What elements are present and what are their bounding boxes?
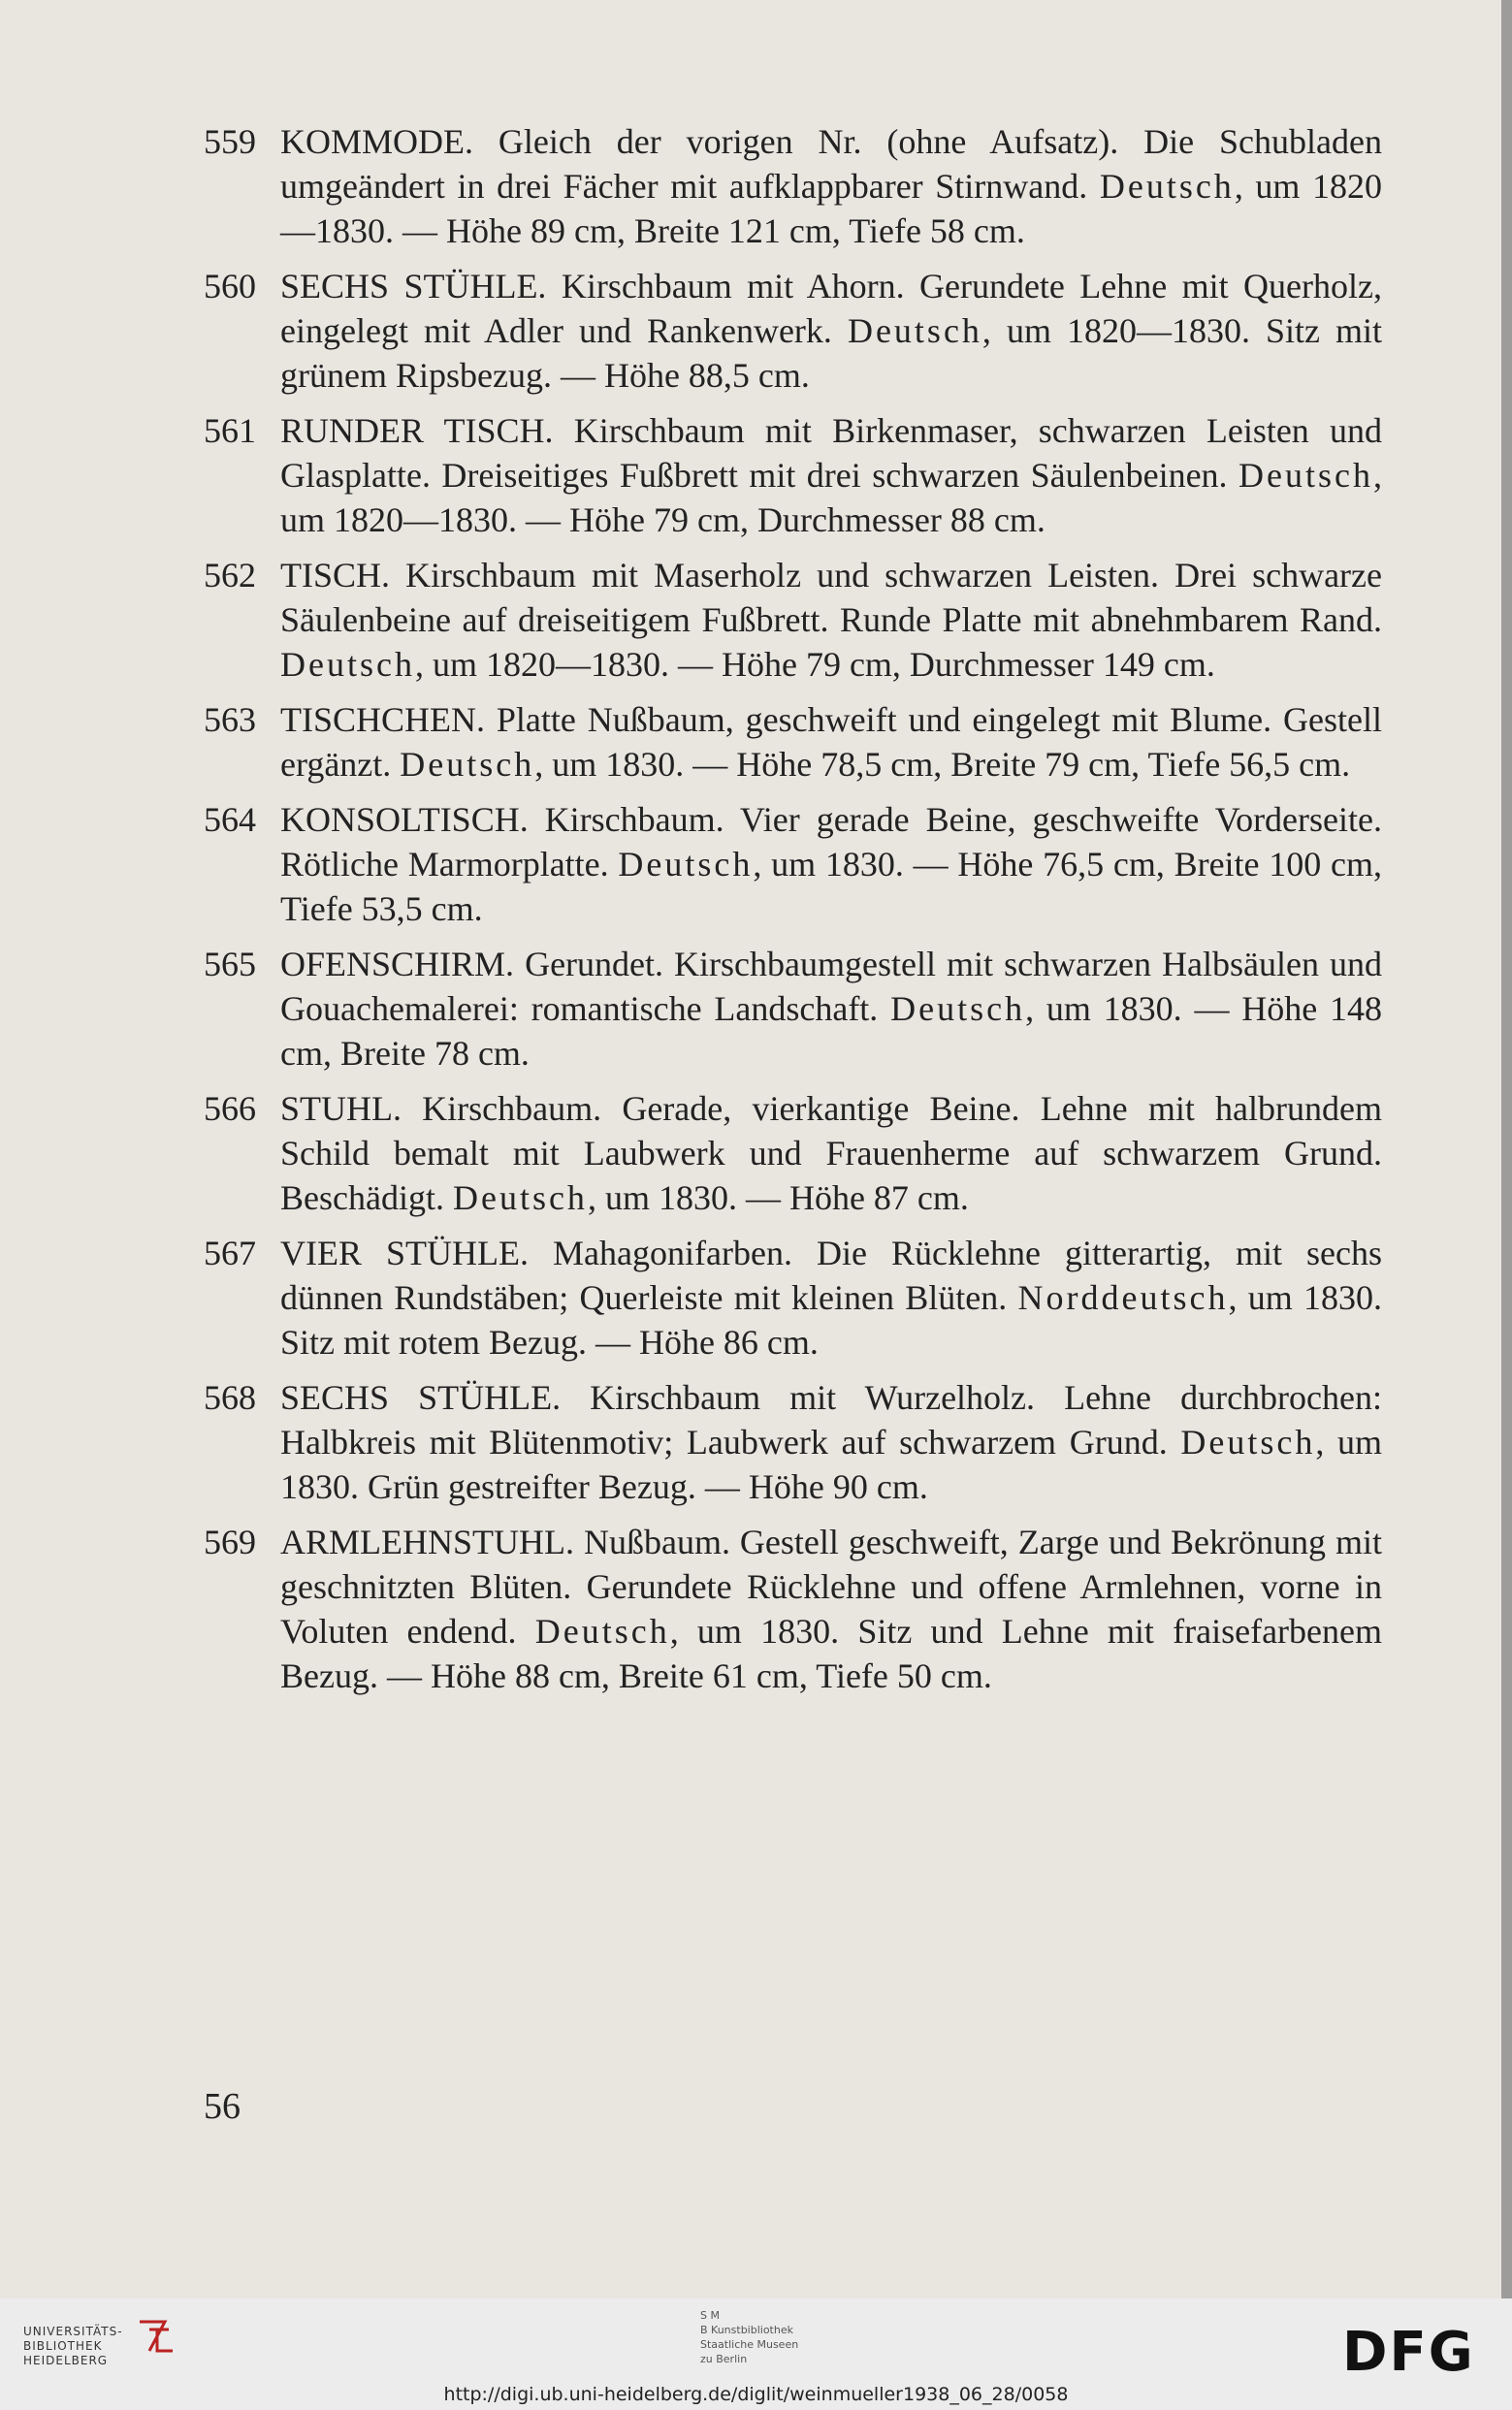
entry-text: KOMMODE. Gleich der vorigen Nr. (ohne Aufsatz). Die Schubladen umgeändert in drei Fächer mit aufklappbarer Stirnwand. <box>280 122 1382 206</box>
entry-number: 562 <box>204 556 256 594</box>
entry-description <box>280 797 1382 931</box>
dfg-logo: DFG <box>1342 2321 1475 2384</box>
catalog-entry <box>204 264 1382 398</box>
entry-origin: Deutsch <box>400 745 535 784</box>
university-line: UNIVERSITÄTS- <box>23 2325 123 2338</box>
entry-number: 561 <box>204 411 256 450</box>
entry-origin: Deutsch <box>618 845 754 884</box>
entry-text: RUNDER TISCH. Kirschbaum mit Birkenmaser, schwarzen Leisten und Glasplatte. Dreiseitiges Fußbrett mit drei schwarzen Säulenbeinen. <box>280 411 1382 495</box>
entry-description <box>280 264 1382 398</box>
entry-origin: Deutsch <box>452 1178 588 1217</box>
entry-text: , um 1830. — Höhe 87 cm. <box>587 1178 969 1217</box>
entry-origin: Norddeutsch <box>1017 1278 1229 1317</box>
entry-description <box>280 553 1382 687</box>
entry-number: 565 <box>204 945 256 983</box>
catalog-entry <box>204 797 1382 931</box>
source-url[interactable]: http://digi.ub.uni-heidelberg.de/diglit/weinmueller1938_06_28/0058 <box>443 2384 1069 2405</box>
entry-number: 567 <box>204 1234 256 1272</box>
entry-text: , um 1830. Sitz und Lehne mit fraisefarbenem Bezug. — Höhe 88 cm, Breite 61 cm, Tiefe 50 cm. <box>280 1612 1383 1695</box>
catalog-entry <box>204 1231 1382 1365</box>
entry-text: STUHL. Kirschbaum. Gerade, vierkantige Beine. Lehne mit halbrundem Schild bemalt mit Laubwerk und Frauenherme auf schwarzem Grund. Beschädigt. <box>280 1089 1382 1217</box>
catalog-entry <box>204 119 1382 253</box>
entry-number: 559 <box>204 122 256 161</box>
entry-text: ARMLEHNSTUHL. Nußbaum. Gestell geschweift, Zarge und Bekrönung mit geschnitzten Blüten. Gerundete Rücklehne und offene Armlehnen, vorne in Voluten endend. <box>280 1523 1382 1651</box>
entry-text: TISCH. Kirschbaum mit Maserholz und schwarzen Leisten. Drei schwarze Säulenbeine auf dreiseitigem Fußbrett. Runde Platte mit abnehmbarem Rand. <box>280 556 1382 639</box>
stamp-line: S M <box>700 2309 720 2322</box>
entry-text: , um 1830. Grün gestreifter Bezug. — Höhe 90 cm. <box>280 1423 1382 1506</box>
stamp-line: Staatliche Museen <box>700 2338 799 2351</box>
entry-text: SECHS STÜHLE. Kirschbaum mit Ahorn. Gerundete Lehne mit Querholz, eingelegt mit Adler und Rankenwerk. <box>280 267 1382 350</box>
catalog-entry <box>204 942 1382 1076</box>
entry-origin: Deutsch <box>280 645 415 684</box>
entry-description <box>280 1086 1382 1220</box>
entry-text: , um 1830. — Höhe 76,5 cm, Breite 100 cm, Tiefe 53,5 cm. <box>280 845 1382 928</box>
entry-number: 569 <box>204 1523 256 1561</box>
entry-origin: Deutsch <box>890 989 1026 1028</box>
entry-description <box>280 119 1382 253</box>
university-line: BIBLIOTHEK <box>23 2339 103 2353</box>
library-stamp <box>700 2308 798 2366</box>
entry-text: , um 1820—1830. Sitz mit grünem Ripsbezug. — Höhe 88,5 cm. <box>280 311 1382 395</box>
entry-text: , um 1820—1830. — Höhe 79 cm, Durchmesser 149 cm. <box>414 645 1215 684</box>
catalog-entry <box>204 1086 1382 1220</box>
stamp-line: zu Berlin <box>700 2353 748 2365</box>
entry-description <box>280 1520 1382 1698</box>
entry-text: SECHS STÜHLE. Kirschbaum mit Wurzelholz. Lehne durchbrochen: Halbkreis mit Blütenmotiv; Laubwerk auf schwarzem Grund. <box>280 1378 1382 1462</box>
entry-number: 568 <box>204 1378 256 1417</box>
entry-origin: Deutsch <box>847 311 982 350</box>
entry-description <box>280 942 1382 1076</box>
university-library-name <box>23 2325 123 2368</box>
entry-description <box>280 1375 1382 1509</box>
entry-number: 560 <box>204 267 256 305</box>
catalog-entry <box>204 553 1382 687</box>
entry-number: 566 <box>204 1089 256 1128</box>
entry-text: , um 1820—1830. — Höhe 89 cm, Breite 121 cm, Tiefe 58 cm. <box>280 167 1382 250</box>
entry-text: , um 1830. — Höhe 78,5 cm, Breite 79 cm, Tiefe 56,5 cm. <box>534 745 1351 784</box>
catalog-entries <box>204 119 1382 1709</box>
entry-description <box>280 697 1382 787</box>
university-line: HEIDELBERG <box>23 2354 109 2367</box>
entry-text: OFENSCHIRM. Gerundet. Kirschbaumgestell mit schwarzen Halbsäulen und Gouachemalerei: romantische Landschaft. <box>280 945 1382 1028</box>
catalog-entry <box>204 697 1382 787</box>
entry-text: KONSOLTISCH. Kirschbaum. Vier gerade Beine, geschweifte Vorderseite. Rötliche Marmorplatte. <box>280 800 1382 884</box>
entry-number: 564 <box>204 800 256 839</box>
entry-text: VIER STÜHLE. Mahagonifarben. Die Rücklehne gitterartig, mit sechs dünnen Rundstäben; Querleiste mit kleinen Blüten. <box>280 1234 1382 1317</box>
entry-text: , um 1830. — Höhe 148 cm, Breite 78 cm. <box>280 989 1383 1073</box>
catalog-entry <box>204 1375 1382 1509</box>
university-library-logo-icon <box>136 2316 177 2357</box>
digitization-footer <box>0 2298 1512 2410</box>
entry-number: 563 <box>204 700 256 739</box>
entry-text: TISCHCHEN. Platte Nußbaum, geschweift und eingelegt mit Blume. Gestell ergänzt. <box>280 700 1382 784</box>
page-number: 56 <box>204 2086 241 2127</box>
entry-origin: Deutsch <box>534 1612 670 1651</box>
entry-text: , um 1820—1830. — Höhe 79 cm, Durchmesser 88 cm. <box>280 456 1382 539</box>
entry-text: , um 1830. Sitz mit rotem Bezug. — Höhe 86 cm. <box>280 1278 1382 1362</box>
catalog-entry <box>204 408 1382 542</box>
catalog-entry <box>204 1520 1382 1698</box>
entry-description <box>280 1231 1382 1365</box>
entry-origin: Deutsch <box>1099 167 1235 206</box>
entry-origin: Deutsch <box>1180 1423 1316 1462</box>
entry-origin: Deutsch <box>1239 456 1373 495</box>
stamp-line: B Kunstbibliothek <box>700 2324 793 2336</box>
entry-description <box>280 408 1382 542</box>
